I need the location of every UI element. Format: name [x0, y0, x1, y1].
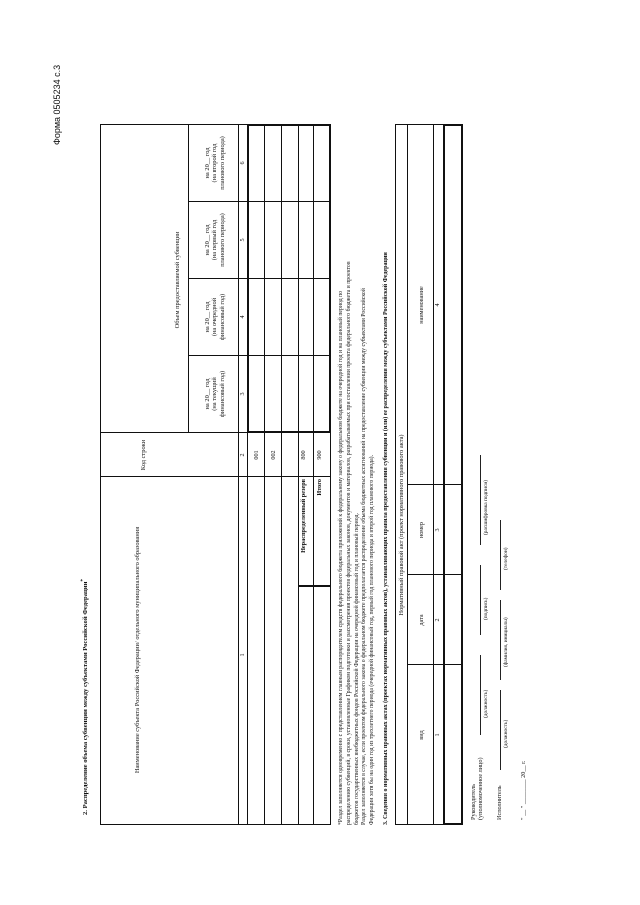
head-sub-label: (уполномоченное лицо)	[477, 757, 484, 820]
executor-label: Исполнитель	[496, 785, 503, 820]
form-number: Форма 0505234 с.3	[52, 64, 62, 145]
section2-title-mark: *	[80, 578, 86, 582]
year2-line2: (на очередной	[211, 297, 219, 337]
col-header-code: Код строки	[140, 439, 147, 471]
year2-line1: на 20__ год	[204, 301, 211, 333]
col-num-6: 6	[239, 161, 246, 165]
year4-line3: планового периода)	[218, 136, 226, 190]
head-label: Руководитель	[470, 784, 477, 820]
row-code-800: 800	[300, 450, 307, 460]
total-label: Итого	[316, 479, 323, 496]
s3-col-num-3: 3	[434, 528, 441, 532]
col-header-year-4	[204, 126, 226, 200]
head-signature-caption: (подпись)	[483, 597, 489, 620]
row-code-900: 900	[316, 450, 323, 460]
col-header-year-2	[204, 280, 226, 354]
head-signature-line[interactable]	[480, 565, 481, 635]
head-position-caption: (должность)	[483, 689, 489, 718]
year4-line2: (на второй год	[211, 143, 219, 183]
col-num-1: 1	[239, 653, 246, 657]
section2-title-text: 2. Распределение объема субвенции между субъектами Российской Федерации	[82, 581, 90, 815]
col-num-4: 4	[239, 315, 246, 319]
col-num-5: 5	[239, 238, 246, 242]
col-header-type: вид	[418, 730, 425, 740]
col-header-volume: Объем предоставляемой субвенции	[174, 231, 181, 329]
year1-line3: финансовый год)	[218, 370, 226, 418]
footnote-line-2: распределению субвенций, в сроки, установленные Графиком подготовки и рассмотрения проектов федеральных законов, документов и материалов, разрабатываемых при составлении проекта федерального бюджета и проектов	[345, 261, 352, 825]
executor-fio-caption: (фамилия, инициалы)	[503, 617, 509, 667]
executor-position-caption: (должность)	[503, 719, 509, 748]
date-field[interactable]: " __ " ________ 20__ г.	[520, 760, 527, 820]
col-header-date: дата	[418, 614, 425, 626]
year3-line2: (на первый год	[211, 219, 219, 261]
s3-col-num-4: 4	[434, 303, 441, 307]
head-position-line[interactable]	[480, 655, 481, 735]
row-code-001: 001	[253, 450, 260, 460]
footnote-line-5: Федерации хотя бы на один год из трехлетнего периода (очередной финансовый год, первый год планового периода и второй год планового периода).	[369, 454, 376, 825]
executor-fio-line[interactable]	[500, 600, 501, 680]
year2-line3: финансовый год)	[218, 293, 226, 341]
col-header-name: наименование	[418, 286, 425, 324]
col-header-name: Наименование субъекта Российской Федерации/ отдельного муниципального образования	[134, 526, 141, 774]
unallocated-reserve-label: Нераспределенный резерв	[300, 479, 307, 553]
s3-col-num-1: 1	[434, 733, 441, 737]
col-num-3: 3	[239, 392, 246, 396]
executor-phone-caption: (телефон)	[503, 547, 509, 570]
executor-position-line[interactable]	[500, 690, 501, 770]
col-header-act: Нормативный правовой акт (проект нормативного правового акта)	[398, 434, 405, 616]
row-code-002: 002	[270, 450, 277, 460]
year1-line2: (на текущий	[211, 377, 219, 411]
year1-line1: на 20__ год	[204, 378, 211, 410]
section2-title	[80, 579, 89, 815]
executor-phone-line[interactable]	[500, 520, 501, 590]
year4-line1: на 20__ год	[204, 147, 211, 179]
head-decode-line[interactable]	[480, 455, 481, 545]
s3-col-num-2: 2	[434, 618, 441, 622]
col-header-number: номер	[418, 521, 425, 539]
year3-line3: планового периода)	[218, 213, 226, 267]
col-header-year-3	[204, 203, 226, 277]
col-num-2: 2	[239, 453, 246, 457]
section2-footnotes	[338, 125, 377, 825]
year3-line1: на 20__ год	[204, 224, 211, 256]
col-header-year-1	[204, 357, 226, 431]
head-decode-caption: (расшифровка подписи)	[483, 479, 489, 535]
section3-title: 3. Сведения о нормативных правовых актах (проектах нормативных правовых актов), устанавливающих правила предоставления субвенции и (или) ее распределения между субъектами Российской Федерации	[383, 252, 389, 825]
footnote-line-3: бюджетов государственных внебюджетных фондов Российской Федерации на очередной финансовый год и плановый период.	[353, 513, 360, 825]
footnote-line-4: Раздел заполняется в случае, если проектом федерального закона о федеральном бюджете предполагается распределение объема бюджетных ассигнований на предоставление субвенции между субъектами Российской	[361, 288, 368, 825]
footnote-line-1: *Раздел заполняется одновременно с представлением главным распорядителем средств федерального бюджета приложений к федеральному закону о федеральном бюджете на очередной год и на плановый период по	[338, 290, 344, 825]
